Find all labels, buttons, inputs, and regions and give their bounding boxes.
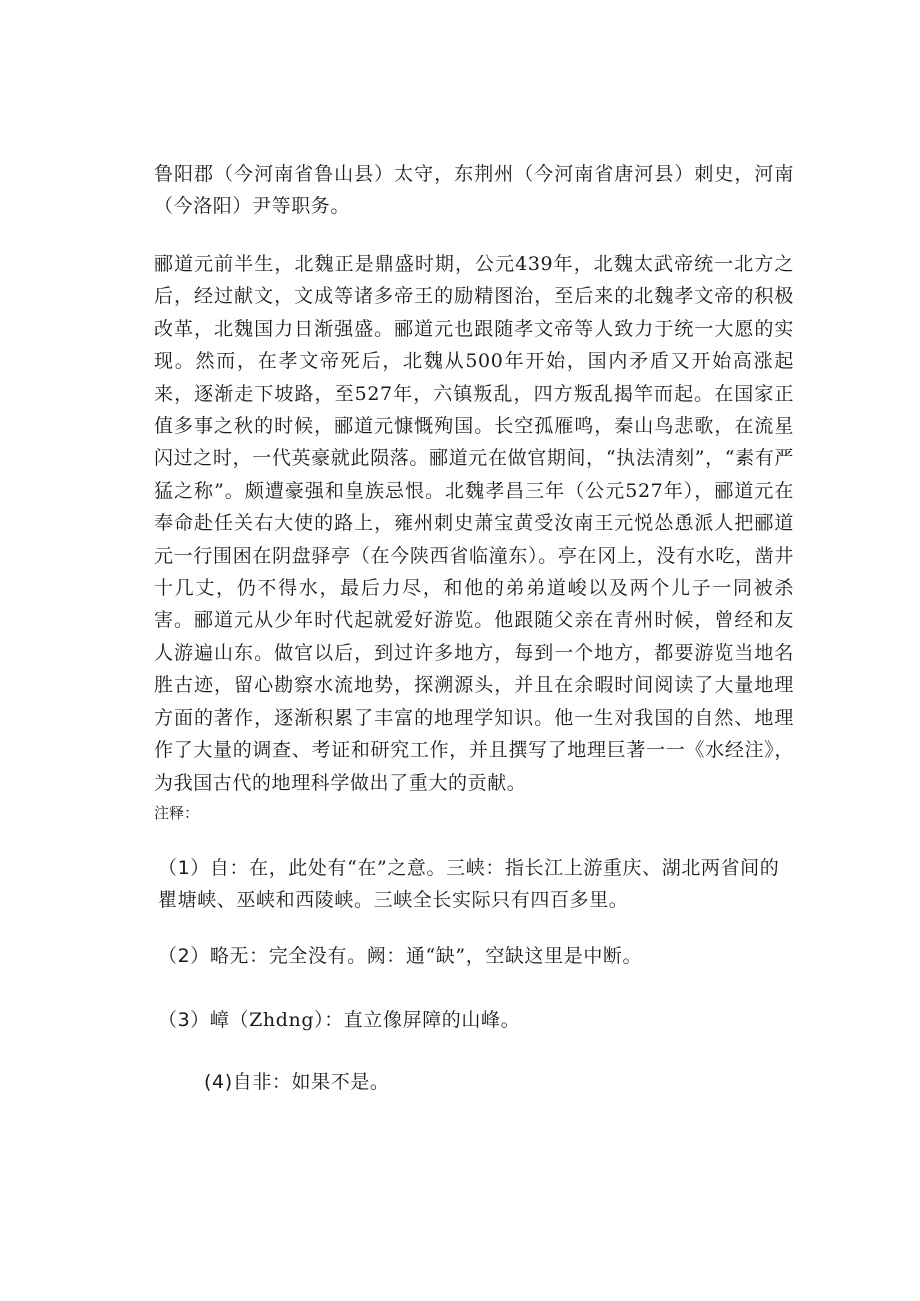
note-item [204, 1066, 794, 1098]
note-text: 自：在，此处有“在”之意。三峡：指长江上游重庆、湖北两省间的瞿塘峡、巫峡和西陵峡。三峡全长实际只有四百多里。 [158, 857, 780, 912]
note-item [158, 940, 788, 972]
intro-paragraph: 鲁阳郡（今河南省鲁山县）太守，东荆州（今河南省唐河县）刺史，河南（今洛阳）尹等职务。 [154, 163, 794, 218]
note-marker: （2） [158, 945, 210, 967]
note-text: 略无：完全没有。阙：通“缺”，空缺这里是中断。 [209, 945, 643, 967]
note-marker: （1） [158, 857, 210, 879]
note-text: 嶂（Zhdng）：直立像屏障的山峰。 [209, 1009, 521, 1031]
notes-heading: 注释： [154, 804, 200, 822]
note-item [158, 1004, 788, 1036]
note-item [158, 852, 788, 917]
note-marker: (4) [204, 1071, 233, 1093]
note-marker: （3） [158, 1009, 210, 1031]
main-paragraph: 郦道元前半生，北魏正是鼎盛时期，公元439年，北魏太武帝统一北方之后，经过献文，文成等诸多帝王的励精图治，至后来的北魏孝文帝的积极改革，北魏国力日渐强盛。郦道元也跟随孝文帝等人致力于统一大愿的实现。然而，在孝文帝死后，北魏从500年开始，国内矛盾又开始高涨起来，逐渐走下坡路，至527年，六镇叛乱，四方叛乱揭竿而起。在国家正值多事之秋的时候，郦道元慷慨殉国。长空孤雁鸣，秦山鸟悲歌，在流星闪过之时，一代英豪就此陨落。郦道元在做官期间，“执法清刻”，“素有严猛之称”。颇遭豪强和皇族忌恨。北魏孝昌三年（公元527年），郦道元在奉命赴任关右大使的路上，雍州刺史萧宝黄受汝南王元悦怂恿派人把郦道元一行围困在阴盘驿亭（在今陕西省临潼东）。亭在冈上，没有水吃，凿井十几丈，仍不得水，最后力尽，和他的弟弟道峻以及两个儿子一同被杀害。郦道元从少年时代起就爱好游览。他跟随父亲在青州时候，曾经和友人游遍山东。做官以后，到过许多地方，每到一个地方，都要游览当地名胜古迹，留心勘察水流地势，探溯源头，并且在余暇时间阅读了大量地理方面的著作，逐渐积累了丰富的地理学知识。他一生对我国的自然、地理作了大量的调查、考证和研究工作，并且撰写了地理巨著一一《水经注》，为我国古代的地理科学做出了重大的贡献。 [154, 253, 794, 794]
note-text: 自非：如果不是。 [232, 1071, 390, 1093]
